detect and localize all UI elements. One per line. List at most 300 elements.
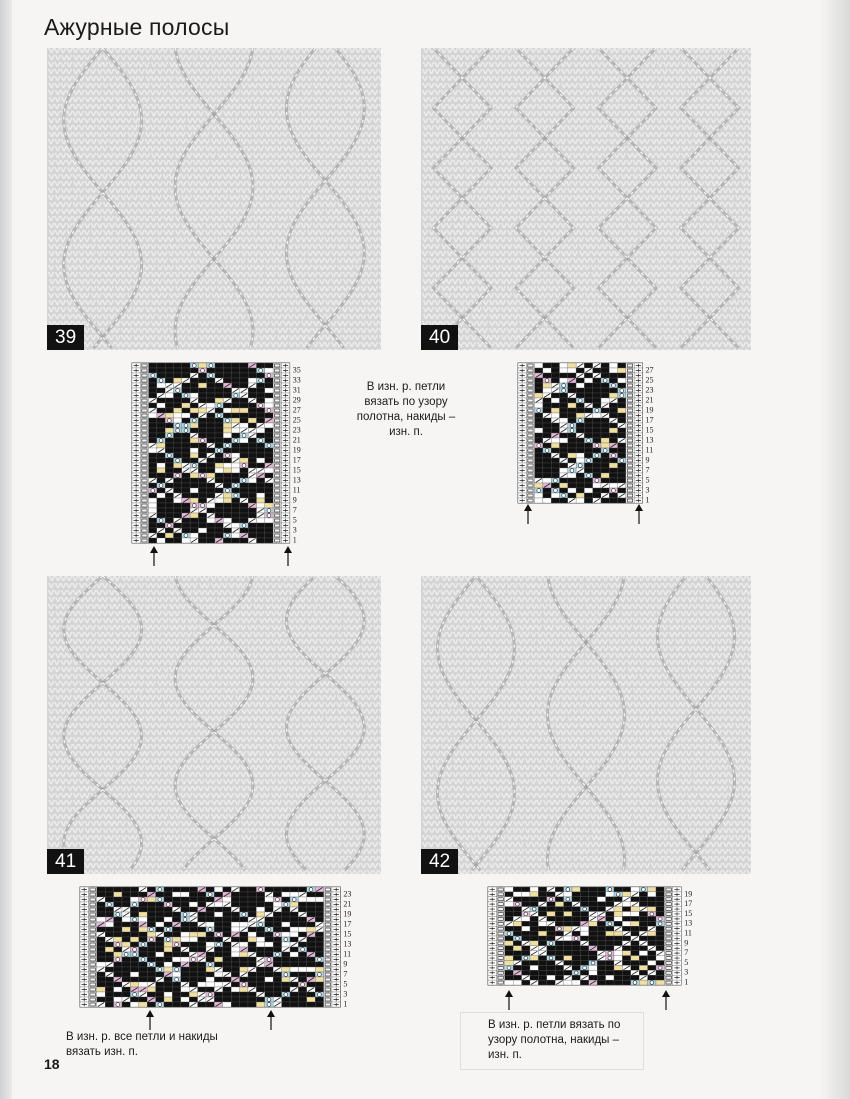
chart-cell [156, 917, 164, 922]
chart-cell [543, 463, 551, 468]
chart-cell [538, 907, 546, 912]
chart-cell [248, 408, 256, 413]
chart-cell [174, 373, 182, 378]
chart-cell [165, 408, 173, 413]
chart-cell [231, 952, 239, 957]
chart-cell [198, 433, 206, 438]
chart-cell [282, 887, 290, 892]
chart-cell [576, 488, 584, 493]
chart-cell [593, 438, 601, 443]
chart-cell [240, 408, 248, 413]
chart-cell [648, 887, 656, 892]
chart-cell [232, 433, 240, 438]
chart-cell [551, 403, 559, 408]
chart-cell [215, 443, 223, 448]
chart-cell [564, 941, 572, 946]
chart-cell [139, 962, 147, 967]
row-number-label: 25 [645, 375, 654, 385]
chart-cell [122, 932, 130, 937]
chart-cell [597, 892, 605, 897]
chart-cell [513, 975, 521, 980]
chart-cell [631, 897, 639, 902]
chart-cell [257, 448, 265, 453]
chart-cell [198, 523, 206, 528]
chart-cell [157, 458, 165, 463]
chart-cell [97, 942, 105, 947]
chart-cell [232, 383, 240, 388]
chart-cell [164, 957, 172, 962]
row-number-label: 21 [645, 395, 654, 405]
chart-cell [265, 368, 273, 373]
chart-cell [165, 513, 173, 518]
page-spine [0, 0, 12, 1099]
chart-cell [164, 1002, 172, 1007]
chart-cell [560, 433, 568, 438]
chart-cell [257, 428, 265, 433]
chart-cell [248, 438, 256, 443]
chart-cell [273, 922, 281, 927]
row-number-label: 5 [292, 515, 297, 525]
chart-cell [298, 987, 306, 992]
chart-cell [240, 518, 248, 523]
chart-cell [609, 473, 617, 478]
chart-cell [290, 1002, 298, 1007]
chart-cell [231, 992, 239, 997]
chart-cell [172, 952, 180, 957]
chart-cell [114, 892, 122, 897]
chart-cell [543, 493, 551, 498]
note-chart-39-40: В изн. р. петли вязать по узору полотна, накиды – изн. п. [356, 381, 456, 438]
chart-cell [564, 956, 572, 961]
chart-cell [609, 413, 617, 418]
chart-cell [622, 926, 630, 931]
chart-cell [593, 458, 601, 463]
chart-cell [231, 957, 239, 962]
chart-cell [589, 887, 597, 892]
chart-cell [290, 972, 298, 977]
chart-cell [535, 468, 543, 473]
chart-cell [601, 478, 609, 483]
chart-cell [535, 403, 543, 408]
chart-cell [282, 982, 290, 987]
chart-cell [122, 1002, 130, 1007]
chart-cell [257, 528, 265, 533]
chart-cell [560, 488, 568, 493]
chart-cell [614, 970, 622, 975]
chart-cell [149, 508, 157, 513]
chart-cell [105, 1002, 113, 1007]
chart-cell [597, 887, 605, 892]
chart-cell [606, 965, 614, 970]
chart-cell [149, 433, 157, 438]
chart-cell [165, 423, 173, 428]
chart-cell [618, 478, 626, 483]
chart-cell [215, 473, 223, 478]
chart-cell [564, 980, 572, 985]
chart-cell [207, 413, 215, 418]
chart-cell [543, 363, 551, 368]
chart-cell [139, 932, 147, 937]
chart-cell [190, 388, 198, 393]
chart-cell [172, 1002, 180, 1007]
chart-cell [248, 368, 256, 373]
chart-cell [114, 947, 122, 952]
chart-cell [207, 458, 215, 463]
chart-cell [231, 987, 239, 992]
chart-cell [656, 897, 664, 902]
chart-cell [198, 378, 206, 383]
chart-cell [232, 468, 240, 473]
chart-cell [190, 403, 198, 408]
arrow-up-icon [145, 1010, 155, 1030]
row-number-label: 13 [684, 918, 693, 928]
chart-cell [105, 982, 113, 987]
chart-cell [198, 947, 206, 952]
chart-cell [593, 428, 601, 433]
chart-cell [223, 438, 231, 443]
chart-cell [273, 887, 281, 892]
chart-cell [215, 468, 223, 473]
chart-cell [174, 433, 182, 438]
chart-cell [580, 980, 588, 985]
chart-cell [601, 428, 609, 433]
chart-cell [273, 917, 281, 922]
chart-cell [122, 992, 130, 997]
chart-cell [198, 373, 206, 378]
chart-cell [164, 982, 172, 987]
chart-cell [182, 483, 190, 488]
row-number-label: 3 [292, 525, 297, 535]
chart-cell [240, 468, 248, 473]
chart-cell [174, 408, 182, 413]
chart-cell [273, 962, 281, 967]
chart-cell [172, 972, 180, 977]
row-number-label: 9 [292, 495, 297, 505]
chart-cell [618, 498, 626, 503]
chart-cell [576, 478, 584, 483]
chart-cell [639, 926, 647, 931]
chart-cell [182, 518, 190, 523]
chart-cell [149, 528, 157, 533]
chart-cell [551, 493, 559, 498]
chart-cell [568, 488, 576, 493]
chart-cell [198, 478, 206, 483]
chart-cell [257, 463, 265, 468]
row-number-label: 11 [343, 949, 352, 959]
chart-cell [182, 438, 190, 443]
chart-cell [165, 518, 173, 523]
chart-cell [622, 980, 630, 985]
chart-cell [307, 972, 315, 977]
chart-cell [572, 892, 580, 897]
chart-cell [560, 438, 568, 443]
chart-cell [265, 388, 273, 393]
chart-cell [156, 952, 164, 957]
chart-cell [182, 538, 190, 543]
chart-cell [198, 937, 206, 942]
chart-cell [223, 977, 231, 982]
chart-cell [256, 907, 264, 912]
chart-cell [139, 982, 147, 987]
chart-cell [207, 538, 215, 543]
chart-cell [164, 987, 172, 992]
chart-cell [206, 967, 214, 972]
arrow-up-icon [661, 990, 671, 1010]
chart-cell [614, 951, 622, 956]
chart-cell [231, 922, 239, 927]
chart-cell [190, 423, 198, 428]
chart-cell [639, 936, 647, 941]
chart-cell [172, 892, 180, 897]
chart-cell [551, 423, 559, 428]
chart-cell [535, 448, 543, 453]
chart-cell [198, 448, 206, 453]
chart-cell [248, 937, 256, 942]
chart-cell [601, 393, 609, 398]
chart-cell [130, 892, 138, 897]
chart-cell [609, 428, 617, 433]
chart-cell [505, 916, 513, 921]
chart-cell [147, 907, 155, 912]
chart-cell [307, 912, 315, 917]
chart-cell [584, 423, 592, 428]
chart-cell [530, 936, 538, 941]
chart-cell [149, 503, 157, 508]
chart-cell [609, 363, 617, 368]
chart-cell [190, 458, 198, 463]
chart-cell [149, 473, 157, 478]
chart-cell [618, 468, 626, 473]
chart-cell [547, 980, 555, 985]
chart-cell [165, 393, 173, 398]
chart-cell [648, 936, 656, 941]
chart-cell [114, 972, 122, 977]
chart-cell [265, 498, 273, 503]
chart-cell [206, 977, 214, 982]
chart-cell [232, 363, 240, 368]
chart-cell [174, 403, 182, 408]
chart-cell [231, 982, 239, 987]
chart-cell [164, 977, 172, 982]
chart-cell [265, 907, 273, 912]
chart-cell [223, 378, 231, 383]
chart-cell [609, 433, 617, 438]
row-number-label: 7 [645, 465, 650, 475]
chart-grid [80, 887, 364, 1011]
chart-cell [543, 408, 551, 413]
chart-cell [214, 892, 222, 897]
chart-cell [257, 538, 265, 543]
chart-cell [609, 408, 617, 413]
chart-cell [164, 962, 172, 967]
chart-cell [182, 453, 190, 458]
chart-cell [257, 498, 265, 503]
chart-cell [576, 458, 584, 463]
chart-cell [223, 483, 231, 488]
chart-cell [618, 373, 626, 378]
chart-cell [522, 892, 530, 897]
chart-cell [618, 398, 626, 403]
chart-cell [189, 907, 197, 912]
chart-cell [639, 902, 647, 907]
chart-cell [215, 438, 223, 443]
chart-cell [298, 1002, 306, 1007]
chart-cell [543, 488, 551, 493]
chart-cell [535, 423, 543, 428]
chart-cell [580, 931, 588, 936]
row-number-label: 7 [343, 969, 348, 979]
chart-cell [589, 897, 597, 902]
chart-cell [547, 961, 555, 966]
chart-cell [535, 493, 543, 498]
chart-cell [147, 992, 155, 997]
chart-cell [618, 453, 626, 458]
chart-cell [206, 957, 214, 962]
chart-cell [240, 987, 248, 992]
chart-cell [535, 483, 543, 488]
chart-cell [564, 926, 572, 931]
chart-cell [182, 488, 190, 493]
chart-cell [584, 443, 592, 448]
chart-cell [198, 418, 206, 423]
chart-cell [622, 961, 630, 966]
chart-cell [215, 478, 223, 483]
chart-cell [130, 922, 138, 927]
chart-cell [273, 992, 281, 997]
chart-cell [622, 892, 630, 897]
chart-cell [601, 373, 609, 378]
chart-cell [182, 503, 190, 508]
chart-cell [593, 448, 601, 453]
chart-cell [240, 363, 248, 368]
chart-cell [256, 927, 264, 932]
chart-cell [240, 368, 248, 373]
chart-cell [157, 363, 165, 368]
chart-cell [157, 403, 165, 408]
chart-cell [240, 398, 248, 403]
chart-cell [248, 962, 256, 967]
chart-cell [182, 383, 190, 388]
chart-cell [223, 513, 231, 518]
chart-cell [206, 887, 214, 892]
chart-cell [265, 987, 273, 992]
chart-cell [547, 902, 555, 907]
chart-cell [157, 498, 165, 503]
chart-cell [248, 373, 256, 378]
chart-cell [576, 413, 584, 418]
chart-cell [215, 418, 223, 423]
chart-cell [122, 942, 130, 947]
chart-cell [560, 398, 568, 403]
chart-cell [172, 997, 180, 1002]
chart-cell [580, 902, 588, 907]
row-number-label: 5 [645, 475, 650, 485]
chart-cell [105, 987, 113, 992]
chart-cell [139, 977, 147, 982]
chart-cell [149, 523, 157, 528]
chart-cell [207, 493, 215, 498]
chart-cell [223, 458, 231, 463]
chart-cell [538, 956, 546, 961]
chart-cell [282, 1002, 290, 1007]
chart-cell [147, 977, 155, 982]
chart-cell [256, 937, 264, 942]
chart-cell [190, 428, 198, 433]
chart-cell [198, 533, 206, 538]
chart-cell [622, 887, 630, 892]
chart-cell [547, 975, 555, 980]
chart-cell [568, 448, 576, 453]
chart-cell [174, 503, 182, 508]
chart-cell [601, 433, 609, 438]
chart-cell [147, 952, 155, 957]
chart-cell [164, 942, 172, 947]
chart-cell [206, 987, 214, 992]
chart-cell [214, 947, 222, 952]
chart-cell [248, 463, 256, 468]
chart-cell [189, 967, 197, 972]
chart-cell [298, 967, 306, 972]
chart-cell [609, 483, 617, 488]
chart-cell [248, 932, 256, 937]
chart-cell [568, 433, 576, 438]
row-number-label: 31 [292, 385, 301, 395]
chart-cell [290, 927, 298, 932]
chart-cell [97, 997, 105, 1002]
chart-cell [122, 972, 130, 977]
chart-cell [584, 363, 592, 368]
chart-cell [265, 468, 273, 473]
chart-cell [522, 970, 530, 975]
chart-cell [584, 418, 592, 423]
chart-cell [265, 458, 273, 463]
chart-cell [181, 902, 189, 907]
chart-cell [639, 970, 647, 975]
chart-cell [576, 383, 584, 388]
chart-cell [568, 453, 576, 458]
chart-cell [315, 897, 323, 902]
chart-cell [232, 538, 240, 543]
chart-cell [522, 921, 530, 926]
chart-cell [215, 453, 223, 458]
chart-cell [265, 897, 273, 902]
chart-cell [639, 916, 647, 921]
chart-cell [207, 533, 215, 538]
chart-cell [609, 438, 617, 443]
chart-cell [257, 418, 265, 423]
chart-cell [215, 373, 223, 378]
chart-cell [206, 952, 214, 957]
chart-cell [206, 912, 214, 917]
chart-cell [576, 423, 584, 428]
chart-cell [240, 952, 248, 957]
chart-cell [609, 468, 617, 473]
chart-cell [555, 912, 563, 917]
chart-cell [248, 418, 256, 423]
chart-cell [207, 433, 215, 438]
chart-cell [560, 448, 568, 453]
chart-cell [248, 453, 256, 458]
chart-cell [172, 992, 180, 997]
chart-cell [149, 493, 157, 498]
chart-cell [597, 926, 605, 931]
chart-cell [189, 982, 197, 987]
chart-cell [580, 897, 588, 902]
chart-cell [174, 398, 182, 403]
chart-cell [165, 378, 173, 383]
chart-cell [597, 936, 605, 941]
chart-cell [105, 887, 113, 892]
